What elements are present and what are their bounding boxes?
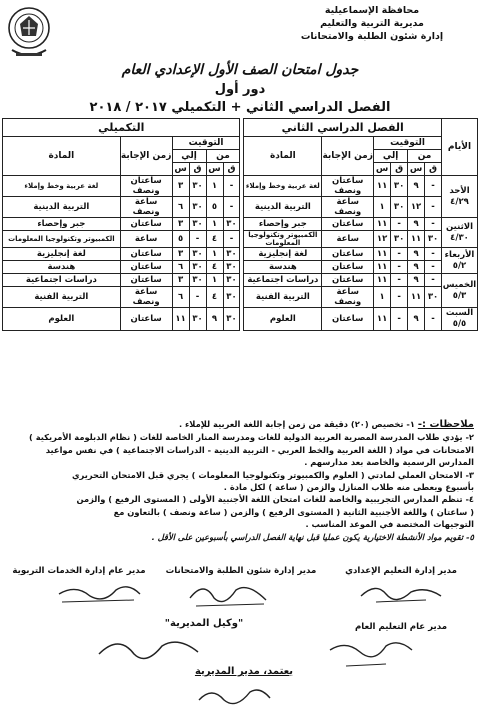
section-gap	[240, 308, 244, 331]
from-hour: ٤	[206, 287, 223, 308]
note-4-line-3: التوجيهات المختصة في الموعد المناسب .	[305, 519, 474, 530]
from-hour: ١١	[408, 231, 425, 248]
subject-cell: العلوم	[3, 308, 121, 331]
subject-cell: جبر وإحصاء	[3, 218, 121, 231]
signature-prep-director: مدير إدارة التعليم الإعدادي	[345, 566, 457, 576]
table-row	[3, 261, 478, 274]
table-row	[3, 176, 478, 197]
handwritten-signature-icon	[54, 578, 144, 608]
from-hour: ٩	[408, 218, 425, 231]
subject-cell: الكمبيوتر وتكنولوجيا المعلومات	[3, 231, 121, 248]
signature-deputy: "وكيل المديرية"	[164, 618, 244, 629]
q-header: ق	[391, 163, 408, 176]
day-cell	[442, 308, 478, 331]
from-hour: ١	[206, 248, 223, 261]
duration-header: زمن الإجابة	[322, 137, 374, 176]
subject-cell: جبر وإحصاء	[244, 218, 322, 231]
subject-cell: دراسات اجتماعية	[244, 274, 322, 287]
from-hour: ٩	[408, 176, 425, 197]
section-gap	[240, 261, 244, 274]
table-row	[3, 287, 478, 308]
to-minutes: ٣٠	[189, 308, 206, 331]
from-minutes: ٣٠	[425, 287, 442, 308]
handwritten-signature-icon	[326, 636, 416, 676]
schedule-body	[3, 176, 478, 331]
time-header: التوقيت	[374, 137, 442, 150]
to-minutes: -	[391, 218, 408, 231]
to-hour: ١١	[374, 274, 391, 287]
subject-cell: التربية الدينية	[3, 197, 121, 218]
to-hour: ٥	[172, 231, 189, 248]
section-gap	[240, 287, 244, 308]
subject-cell: دراسات اجتماعية	[3, 274, 121, 287]
to-hour: ٣	[172, 176, 189, 197]
to-minutes: ٣٠	[189, 197, 206, 218]
term-title: الفصل الدراسي الثاني + التكميلي ٢٠١٧ / ٢٠١٨	[89, 100, 391, 115]
duration-cell: ساعتان	[322, 261, 374, 274]
title-block	[60, 62, 420, 115]
subject-cell: لغة إنجليزية	[3, 248, 121, 261]
to-minutes: -	[391, 308, 408, 331]
from-minutes: ٣٠	[223, 261, 240, 274]
duration-cell: ساعة ونصف	[322, 197, 374, 218]
s-header: س	[374, 163, 391, 176]
to-header: إلي	[374, 150, 408, 163]
section-gap	[240, 231, 244, 248]
s-header: س	[206, 163, 223, 176]
from-minutes: -	[223, 176, 240, 197]
note-1: ١- تخصيص (٢٠) دقيقة من زمن إجابة اللغة العربية للإملاء .	[179, 419, 415, 429]
day-date: ٤/٣٠	[450, 232, 469, 243]
schedule-title: جدول امتحان الصف الأول الإعدادي العام	[121, 62, 359, 78]
to-hour: ٣	[172, 218, 189, 231]
to-minutes: ٣٠	[189, 218, 206, 231]
subject-header: المادة	[244, 137, 322, 176]
section-gap	[240, 197, 244, 218]
handwritten-signature-icon	[94, 632, 204, 670]
day-cell	[442, 274, 478, 308]
duration-cell: ساعتان	[120, 308, 172, 331]
notes-heading: ملاحظات :-	[417, 419, 474, 430]
to-minutes: -	[391, 274, 408, 287]
from-hour: ٩	[408, 261, 425, 274]
to-minutes: ٣٠	[189, 176, 206, 197]
subject-cell: التربية الفنية	[244, 287, 322, 308]
governorate-name: محافظة الإسماعيلية	[324, 5, 420, 16]
duration-cell: ساعتان ونصف	[120, 176, 172, 197]
note-5: ٥- تقويم مواد الأنشطة الاختيارية يكون عمليا قبل نهاية الفصل الدراسي بأسبوعين على الأقل .	[151, 531, 474, 542]
note-2-line-2: الامتحانات في مواد ( اللغة العربية والخط العربي - التربية الدينية - الدراسات الاجتماعية ) في نفس مواعيد	[45, 444, 474, 455]
to-minutes: ٣٠	[189, 274, 206, 287]
to-hour: ٦	[172, 197, 189, 218]
governorate-seal-icon	[6, 4, 52, 62]
to-hour: ٦	[172, 287, 189, 308]
time-header: التوقيت	[172, 137, 240, 150]
note-4-line-1: ٤- تنظم المدارس التجريبية والخاصة للغات امتحان اللغة الأجنبية الأولى ( المستوى الرفيع ) والزمن	[76, 494, 474, 505]
duration-cell: ساعتان	[120, 261, 172, 274]
to-minutes: ٣٠	[189, 248, 206, 261]
q-header: ق	[223, 163, 240, 176]
to-minutes: -	[189, 231, 206, 248]
to-minutes: ٣٠	[391, 231, 408, 248]
from-hour: ٤	[206, 231, 223, 248]
duration-cell: ساعة	[322, 231, 374, 248]
s-header: س	[172, 163, 189, 176]
from-minutes: -	[425, 248, 442, 261]
subject-header: المادة	[3, 137, 121, 176]
from-minutes: -	[425, 197, 442, 218]
to-minutes: -	[391, 248, 408, 261]
from-hour: ٩	[408, 274, 425, 287]
signatures-block	[4, 566, 476, 716]
s-header: س	[408, 163, 425, 176]
duration-cell: ساعتان	[322, 248, 374, 261]
from-minutes: ٣٠	[223, 308, 240, 331]
to-minutes: ٣٠	[189, 261, 206, 274]
from-minutes: -	[425, 261, 442, 274]
note-3-line-1: ٣- الامتحان العملي لمادتي ( العلوم والكمبيوتر وتكنولوجيا المعلومات ) يجري قبل الامتحان التحريري	[71, 469, 474, 480]
from-minutes: -	[425, 308, 442, 331]
signature-general-education: مدير عام التعليم العام	[354, 622, 448, 632]
to-hour: ١٢	[374, 231, 391, 248]
from-minutes: ٣٠	[223, 248, 240, 261]
to-hour: ١١	[172, 308, 189, 331]
table-row	[3, 248, 478, 261]
section-gap	[240, 274, 244, 287]
subject-cell: هندسة	[3, 261, 121, 274]
section-gap	[240, 218, 244, 231]
day-name: الأربعاء	[444, 249, 475, 260]
header-block	[272, 4, 472, 43]
to-minutes: -	[391, 261, 408, 274]
from-hour: ٤	[206, 261, 223, 274]
from-hour: ١	[206, 274, 223, 287]
day-date: ٥/٥	[452, 319, 467, 329]
from-minutes: -	[223, 197, 240, 218]
to-minutes: -	[391, 287, 408, 308]
day-name: الأحد	[449, 185, 470, 196]
notes-block	[6, 418, 474, 543]
q-header: ق	[425, 163, 442, 176]
from-minutes: ٣٠	[223, 274, 240, 287]
day-date: ٤/٢٩	[450, 196, 469, 207]
subject-cell: لغة عربية وخط وإملاء	[3, 176, 121, 197]
day-name: الخميس	[442, 279, 477, 290]
from-minutes: -	[425, 176, 442, 197]
signature-approval: يعتمد، مدير المديرية	[194, 666, 294, 677]
subject-cell: لغة عربية وخط وإملاء	[244, 176, 322, 197]
duration-cell: ساعة	[120, 231, 172, 248]
q-header: ق	[189, 163, 206, 176]
round-title: دور أول	[214, 82, 266, 97]
table-row	[3, 231, 478, 248]
duration-cell: ساعة ونصف	[120, 197, 172, 218]
duration-cell: ساعتان ونصف	[322, 176, 374, 197]
duration-cell: ساعتان	[322, 308, 374, 331]
from-header: من	[206, 150, 240, 163]
to-hour: ١	[374, 287, 391, 308]
table-row	[3, 308, 478, 331]
to-hour: ٣	[172, 248, 189, 261]
table-row	[3, 274, 478, 287]
note-3-line-2: بأسبوع ويعطى منه طلاب المنازل والزمن ( ساعة ) لكل مادة .	[223, 482, 474, 493]
second-term-header: الفصل الدراسي الثاني	[244, 119, 442, 137]
to-hour: ١١	[374, 261, 391, 274]
schedule-table	[2, 118, 478, 331]
section-gap	[240, 176, 244, 197]
to-minutes: ٣٠	[391, 197, 408, 218]
from-hour: ٥	[206, 197, 223, 218]
section-gap	[240, 248, 244, 261]
from-hour: ٩	[206, 308, 223, 331]
to-minutes: -	[189, 287, 206, 308]
department-name: إدارة شئون الطلبة والامتحانات	[300, 31, 444, 42]
note-2-line-3: المدارس الرسمية والخاصة بعد مدارسهم .	[304, 457, 474, 468]
day-name: السبت	[445, 308, 474, 318]
from-hour: ١	[206, 176, 223, 197]
to-minutes: ٣٠	[391, 176, 408, 197]
from-minutes: ٣٠	[425, 231, 442, 248]
day-cell	[442, 248, 478, 274]
from-hour: ١٢	[408, 197, 425, 218]
from-hour: ١١	[408, 287, 425, 308]
subject-cell: لغة إنجليزية	[244, 248, 322, 261]
subject-cell: التربية الفنية	[3, 287, 121, 308]
subject-cell: التربية الدينية	[244, 197, 322, 218]
duration-cell: ساعة ونصف	[322, 287, 374, 308]
to-header: إلي	[172, 150, 206, 163]
note-2-line-1: ٢- يؤدي طلاب المدرسة المصرية العربية الدولية للغات ومدرسة المنار الخاصة للغات ( نظام الدبلومة الأمريكية )	[29, 432, 474, 443]
to-hour: ١١	[374, 218, 391, 231]
to-hour: ٣	[172, 274, 189, 287]
from-header: من	[408, 150, 442, 163]
to-hour: ١١	[374, 176, 391, 197]
handwritten-signature-icon	[194, 682, 274, 712]
handwritten-signature-icon	[186, 578, 276, 612]
from-minutes: -	[425, 218, 442, 231]
day-date: ٥/٣	[452, 290, 467, 301]
duration-cell: ساعة ونصف	[120, 287, 172, 308]
to-hour: ١	[374, 197, 391, 218]
day-cell	[442, 218, 478, 248]
subject-cell: الكمبيوتر وتكنولوجيا المعلومات	[244, 231, 322, 248]
signature-exams-director: مدير إدارة شئون الطلبة والامتحانات	[165, 566, 317, 576]
day-cell	[442, 176, 478, 218]
to-hour: ١١	[374, 308, 391, 331]
duration-header: زمن الإجابة	[120, 137, 172, 176]
subject-cell: العلوم	[244, 308, 322, 331]
days-header: الأيام	[442, 119, 478, 176]
from-hour: ٩	[408, 248, 425, 261]
table-row	[3, 218, 478, 231]
duration-cell: ساعتان	[322, 274, 374, 287]
to-hour: ٦	[172, 261, 189, 274]
duration-cell: ساعتان	[120, 274, 172, 287]
directorate-name: مديرية التربية والتعليم	[320, 18, 424, 29]
day-date: ٥/٢	[452, 260, 467, 271]
note-4-line-2: ( ساعتان ) واللغة الأجنبية الثانية ( المستوى الرفيع ) والزمن ( ساعة ونصف ) بالتعاون مع	[113, 506, 474, 517]
from-hour: ١	[206, 218, 223, 231]
from-hour: ٩	[408, 308, 425, 331]
from-minutes: ٣٠	[223, 287, 240, 308]
from-minutes: -	[223, 231, 240, 248]
duration-cell: ساعتان	[120, 218, 172, 231]
from-minutes: -	[425, 274, 442, 287]
subject-cell: هندسة	[244, 261, 322, 274]
day-name: الاثنين	[445, 221, 474, 232]
to-hour: ١١	[374, 248, 391, 261]
handwritten-signature-icon	[356, 578, 446, 608]
supplementary-header: التكميلي	[3, 119, 240, 137]
duration-cell: ساعتان	[120, 248, 172, 261]
duration-cell: ساعتان	[322, 218, 374, 231]
from-minutes: ٣٠	[223, 218, 240, 231]
table-row	[3, 197, 478, 218]
signature-services-director: مدير عام إدارة الخدمات التربوية	[12, 566, 146, 576]
